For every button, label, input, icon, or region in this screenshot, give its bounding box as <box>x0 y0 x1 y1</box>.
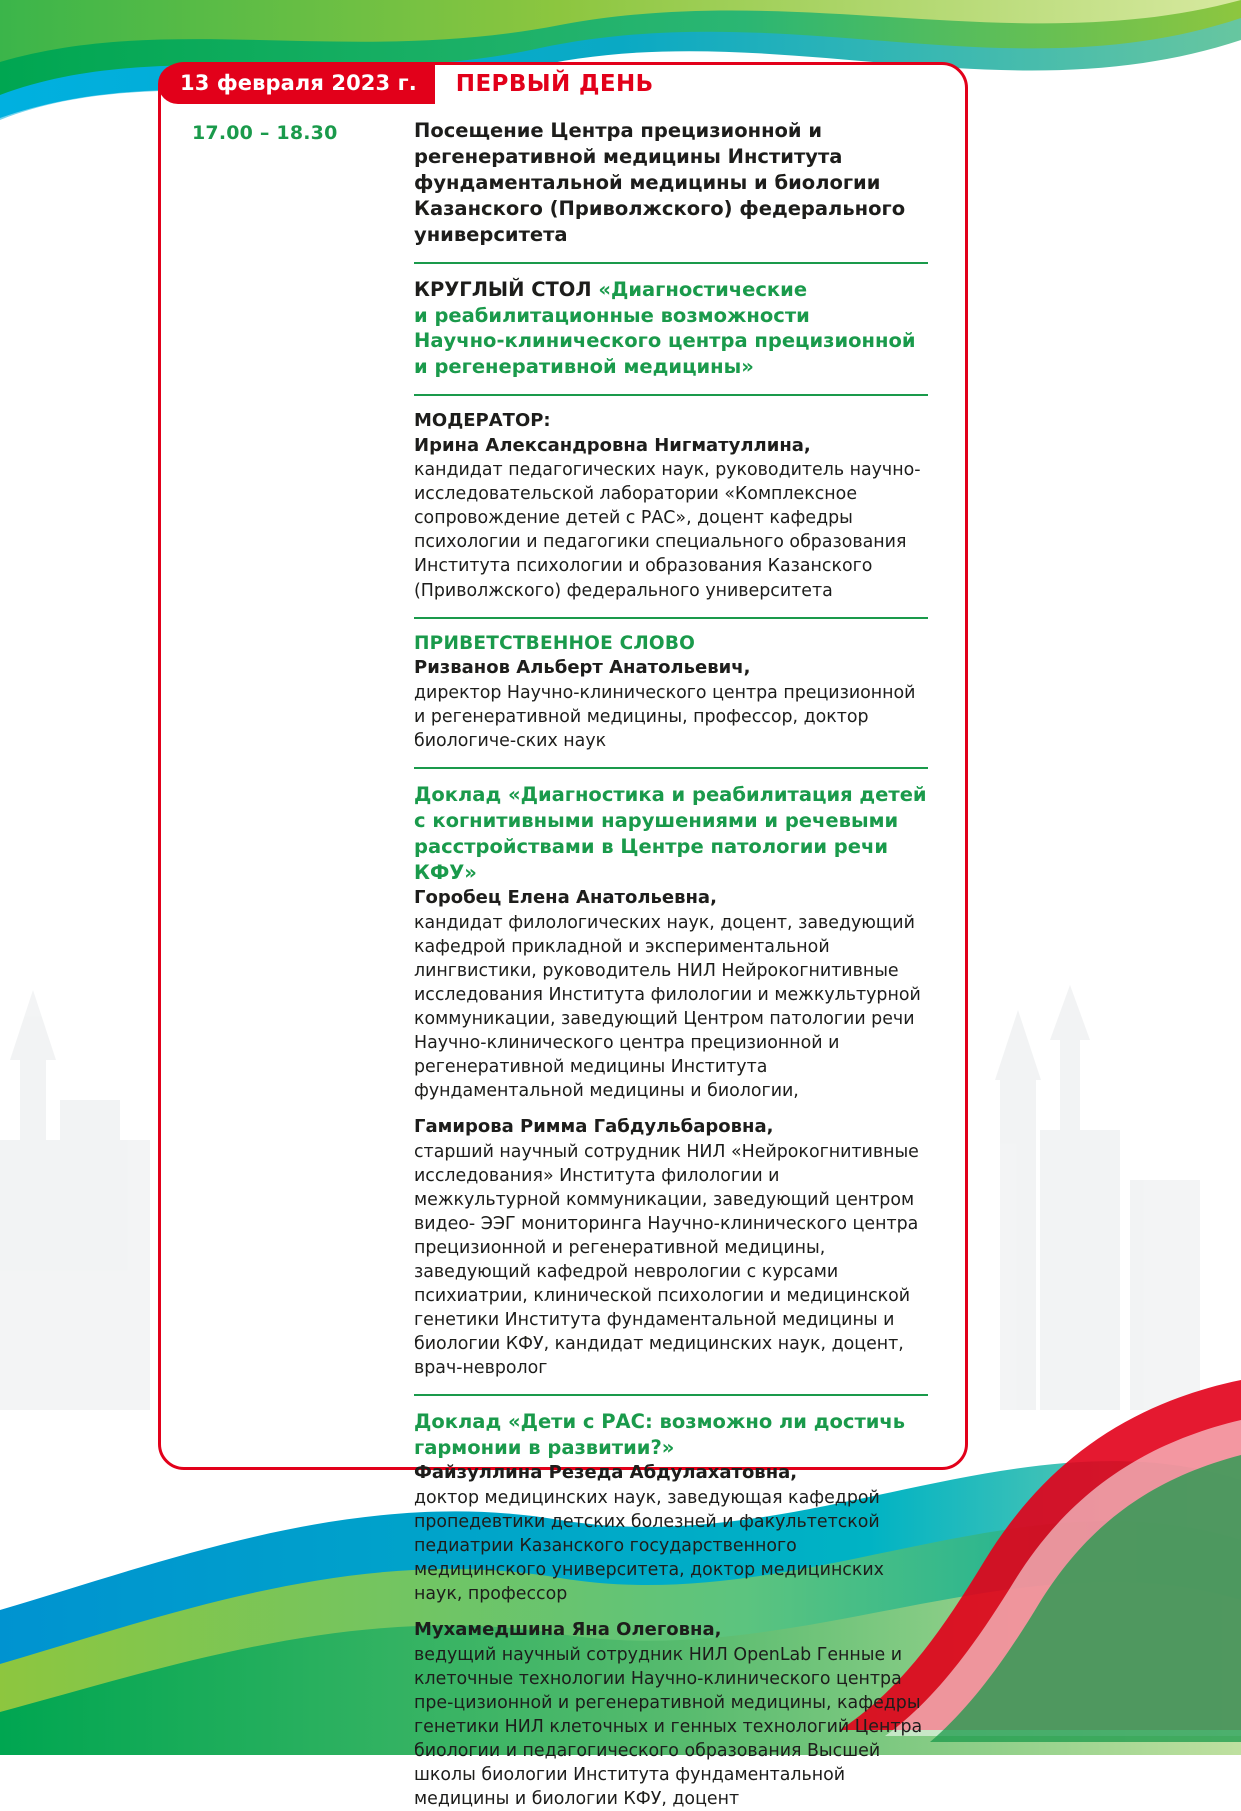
moderator-description: кандидат педагогических наук, руководитель научно-исследовательской лаборатории «Комплексное сопровождение детей с РАС», доцент кафедры психологии и педагогики специального образования Института психологии и образования Казанского (Приволжского) федерального университета <box>414 460 921 601</box>
moderator-block <box>414 409 928 602</box>
spacer <box>414 1606 928 1618</box>
divider <box>414 767 928 769</box>
date-header <box>158 62 666 106</box>
roundtable-prefix: КРУГЛЫЙ СТОЛ <box>414 277 599 301</box>
welcome-label: ПРИВЕТСТВЕННОЕ СЛОВО <box>414 632 696 654</box>
roundtable-block <box>414 277 928 381</box>
session-time: 17.00 – 18.30 <box>192 122 338 144</box>
speaker-description: ведущий научный сотрудник НИЛ OpenLab Генные и клеточные технологии Научно-клинического центра пре-цизионной и регенеративной медицины, кафедры генетики НИЛ клеточных и генных технологий Центра биологии и педагогического образования Высшей школы биологии Института фундаментальной медицины и биологии КФУ, доцент <box>414 1644 923 1809</box>
welcome-speaker-name: Ризванов Альберт Анатольевич, <box>414 657 751 679</box>
speaker-description: кандидат филологических наук, доцент, заведующий кафедрой прикладной и экспериментальной лингвистики, руководитель НИЛ Нейрокогнитивные исследования Института филологии и межкультурной коммуникации, заведующий Центром патологии речи Научно-клинического центра прецизионной и регенеративной медицины Института фундаментальной медицины и биологии, <box>414 912 921 1101</box>
talk-block <box>414 1409 928 1811</box>
speaker-name: Горобец Елена Анатольевна, <box>414 887 717 909</box>
roundtable-quote-line-3: Научно-клинического центра прецизионной <box>414 329 916 353</box>
time-column <box>192 118 414 1450</box>
moderator-label: МОДЕРАТОР: <box>414 410 551 432</box>
roundtable-quote-line-2: и реабилитационные возможности <box>414 303 810 327</box>
speaker-name: Файзуллина Резеда Абдулахатовна, <box>414 1461 798 1483</box>
divider <box>414 1394 928 1396</box>
divider <box>414 394 928 396</box>
speaker-name: Мухамедшина Яна Олеговна, <box>414 1618 722 1640</box>
moderator-name: Ирина Александровна Нигматуллина, <box>414 434 811 456</box>
visit-title: Посещение Центра прецизионной и регенеративной медицины Института фундаментальной медицины и биологии Казанского (Приволжского) федерального университета <box>414 119 906 246</box>
divider <box>414 617 928 619</box>
roundtable-quote-line-1: «Диагностические <box>598 277 808 301</box>
talk-title: Доклад «Диагностика и реабилитация детей с когнитивными нарушениями и речевыми расстройствами в Центре патологии речи КФУ» <box>414 783 927 885</box>
spacer <box>414 1103 928 1115</box>
day-title: ПЕРВЫЙ ДЕНЬ <box>435 73 666 96</box>
roundtable-quote-line-4: и регенеративной медицины» <box>414 355 754 379</box>
schedule-content <box>158 62 968 1809</box>
welcome-speaker-description: директор Научно-клинического центра прецизионной и регенеративной медицины, профессор, доктор биологиче-ских наук <box>414 683 916 752</box>
speaker-name: Гамирова Римма Габдульбаровна, <box>414 1116 774 1137</box>
speaker-description: старший научный сотрудник НИЛ «Нейрокогнитивные исследования» Института филологии и межкультурной коммуникации, заведующий центром видео- ЭЭГ мониторинга Научно-клинического центра прецизионной и регенеративной медицины, заведующий кафедрой неврологии с курсами психиатрии, клинической психологии и медицинской генетики Института фундаментальной медицины и биологии КФУ, кандидат медицинских наук, доцент, врач-невролог <box>414 1141 919 1378</box>
talk-block <box>414 782 928 1380</box>
divider <box>414 262 928 264</box>
roundtable-title <box>414 277 928 381</box>
speaker-description: доктор медицинских наук, заведующая кафедрой пропедевтики детских болезней и факультетской педиатрии Казанского государственного медицинского университета, доктор медицинских наук, профессор <box>414 1487 884 1604</box>
visit-block <box>414 118 928 248</box>
body-column <box>414 118 934 1809</box>
date-badge: 13 февраля 2023 г. <box>158 64 435 104</box>
talk-title: Доклад «Дети с РАС: возможно ли достичь гармонии в развитии?» <box>414 1409 906 1459</box>
welcome-block <box>414 632 928 754</box>
